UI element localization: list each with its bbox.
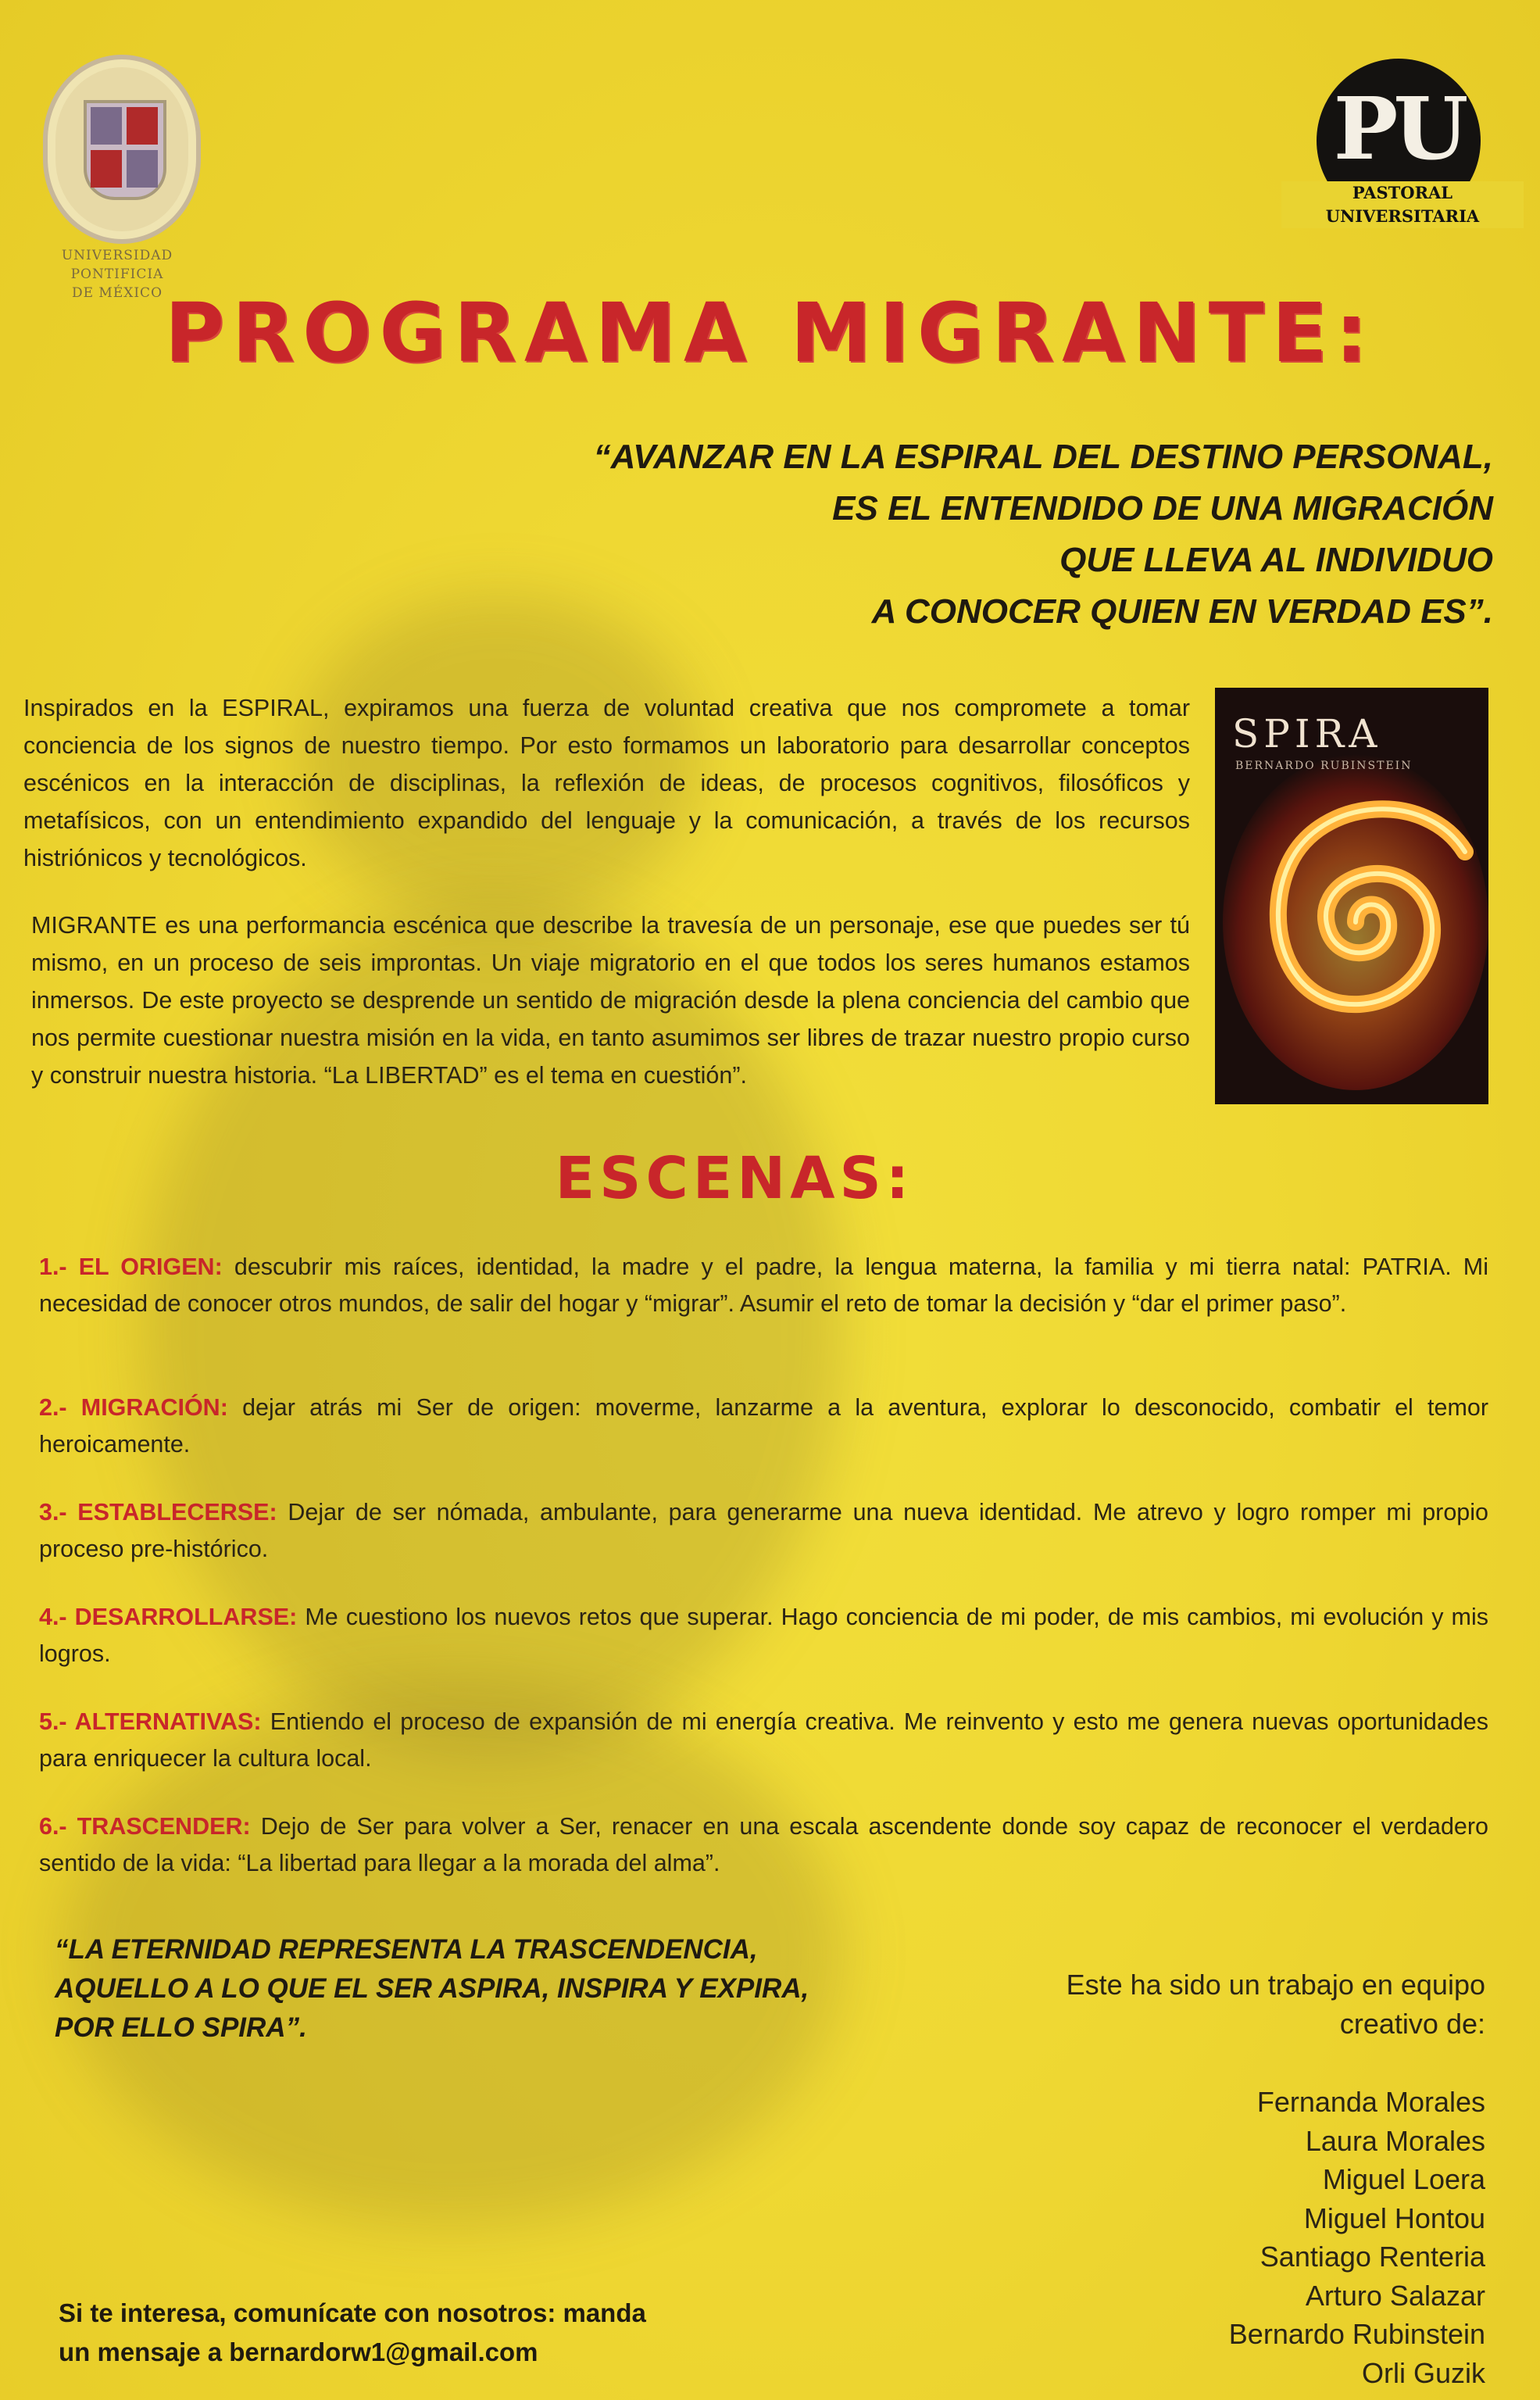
spira-book-cover [1215, 688, 1488, 1104]
scene-item: 6.- TRASCENDER: Dejo de Ser para volver a Ser, renacer en una escala ascendente donde soy capaz de reconocer el verdadero sentido de la vida: “La libertad para llegar a la morada del alma”. [39, 1813, 1488, 1876]
pu-logo-text: PU [1333, 78, 1464, 179]
credit-name: Laura Morales [1305, 2124, 1485, 2157]
credits-intro: Este ha sido un trabajo en equipo creativo de: [1066, 1969, 1485, 2040]
university-caption: UNIVERSIDAD PONTIFICIA DE MÉXICO [61, 248, 173, 301]
credit-name: Bernardo Rubinstein [1228, 2318, 1485, 2350]
intro-paragraph-2: MIGRANTE es una performancia escénica que describe la travesía de un personaje, ese que puedes ser tú mismo, en un proceso de seis improntas. Un viaje migratorio en el que todos los seres humanos estamos inmersos. De este proyecto se desprende un sentido de migración desde la plena conciencia del cambio que nos permite cuestionar nuestra misión en la vida, en tanto asumimos ser libres de trazar nuestro propio curso y construir nuestra historia. “La LIBERTAD” es el tema en cuestión”. [31, 912, 1190, 1089]
contact-info: Si te interesa, comunícate con nosotros: manda un mensaje a bernardorw1@gmail.com [59, 2298, 646, 2366]
scene-item: 5.- ALTERNATIVAS: Entiendo el proceso de expansión de mi energía creativa. Me reinvento y esto me genera nuevas oportunidades para enriquecer la cultura local. [39, 1708, 1488, 1772]
opening-quote: “AVANZAR EN LA ESPIRAL DEL DESTINO PERSONAL, ES EL ENTENDIDO DE UNA MIGRACIÓN QUE LLEVA AL INDIVIDUO A CONOCER QUIEN EN VERDAD ES”. [593, 438, 1493, 631]
credit-name: Miguel Hontou [1303, 2201, 1485, 2234]
scene-item: 4.- DESARROLLARSE: Me cuestiono los nuevos retos que superar. Hago conciencia de mi poder, de mis cambios, mi evolución y mis logros. [39, 1604, 1488, 1667]
closing-quote: “LA ETERNIDAD REPRESENTA LA TRASCENDENCIA, AQUELLO A LO QUE EL SER ASPIRA, INSPIRA Y EXPIRA, POR ELLO SPIRA”. [55, 1934, 809, 2043]
intro-paragraph-1: Inspirados en la ESPIRAL, expiramos una fuerza de voluntad creativa que nos compromete a tomar conciencia de los signos de nuestro tiempo. Por esto formamos un laboratorio para desarrollar conceptos escénicos en la interacción de disciplinas, la reflexión de ideas, de procesos cognitivos, filosóficos y metafísicos, con un entendimiento expandido del lenguaje y la comunicación, a través de los recursos histriónicos y tecnológicos. [23, 695, 1190, 871]
scene-item: 3.- ESTABLECERSE: Dejar de ser nómada, ambulante, para generarme una nueva identidad. Me atrevo y logro romper mi propio proceso pre-histórico. [39, 1499, 1488, 1562]
scene-item: 2.- MIGRACIÓN: dejar atrás mi Ser de origen: moverme, lanzarme a la aventura, explorar lo desconocido, combatir el temor heroicamente. [39, 1394, 1488, 1458]
credit-name: Orli Guzik [1361, 2356, 1485, 2389]
credits-names [938, 2083, 1485, 2392]
pu-caption: PASTORAL UNIVERSITARIA [1281, 181, 1524, 228]
book-author: BERNARDO RUBINSTEIN [1235, 760, 1413, 772]
credit-name: Arturo Salazar [1305, 2279, 1485, 2312]
scene-item: 1.- EL ORIGEN: descubrir mis raíces, identidad, la madre y el padre, la lengua materna, la familia y mi tierra natal: PATRIA. Mi necesidad de conocer otros mundos, de salir del hogar y “migrar”. Asumir el reto de tomar la decisión y “dar el primer paso”. [39, 1254, 1488, 1317]
credit-name: Santiago Renteria [1260, 2241, 1485, 2273]
book-title: SPIRA [1232, 711, 1382, 756]
page-title: PROGRAMA MIGRANTE: [164, 285, 1376, 381]
credit-name: Miguel Loera [1322, 2163, 1485, 2195]
university-seal-logo [43, 55, 201, 244]
scenes-heading: ESCENAS: [555, 1145, 914, 1212]
credit-name: Fernanda Morales [1256, 2086, 1485, 2118]
